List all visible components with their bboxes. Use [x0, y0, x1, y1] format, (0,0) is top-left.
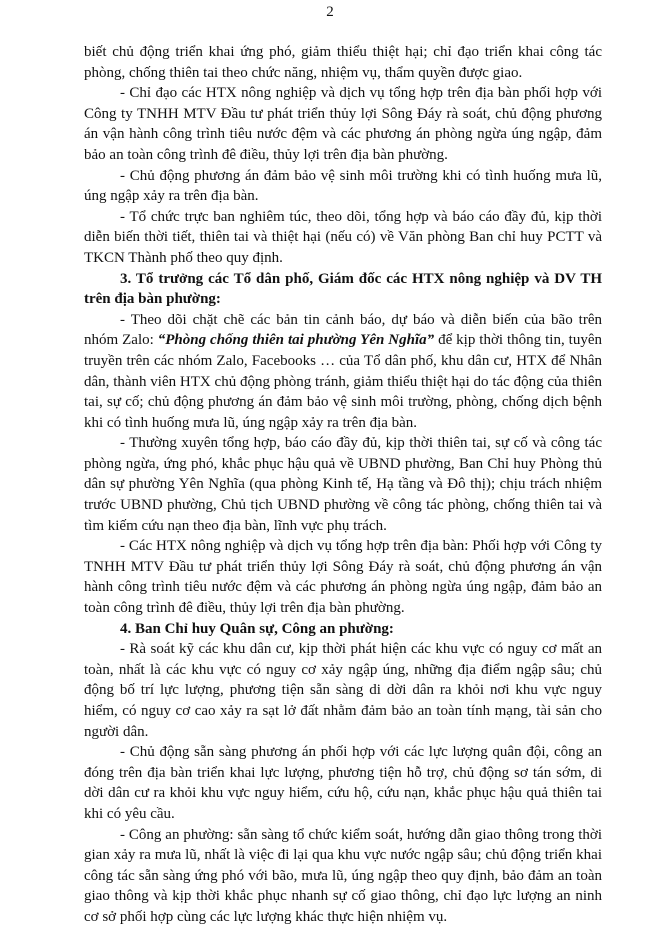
paragraph-3: - Chủ động phương án đảm bảo vệ sinh môi trường khi có tình huống mưa lũ, úng ngập xảy ra trên địa bàn.	[84, 167, 602, 205]
paragraph-10: - Rà soát kỹ các khu dân cư, kịp thời phát hiện các khu vực có nguy cơ mất an toàn, nhất là các khu vực có nguy cơ xảy ngập úng, những địa điểm ngập sâu; chủ động bố trí lực lượng, phương tiện sẵn sàng di dời dân ra khỏi nơi khu vực nguy hiểm, có nguy cơ cao xảy ra sạt lở đất nhằm đảm bảo an toàn tính mạng, tài sản cho người dân.	[84, 641, 602, 740]
section-heading-3: 3. Tổ trưởng các Tổ dân phố, Giám đốc các HTX nông nghiệp và DV TH trên địa bàn phường:	[84, 270, 602, 308]
page-number: 2	[326, 4, 334, 20]
paragraph-2: - Chỉ đạo các HTX nông nghiệp và dịch vụ tổng hợp trên địa bàn phối hợp với Công ty TNHH MTV Đầu tư phát triển thủy lợi Sông Đáy rà soát, chủ động phương án vận hành công trình tiêu nước đệm và các phương án phòng ngừa úng ngập, đảm bảo an toàn công trình đê điều, thủy lợi trên địa bàn phường.	[84, 85, 602, 163]
paragraph-11: - Chủ động sẵn sàng phương án phối hợp với các lực lượng quân đội, công an đóng trên địa bàn triển khai lực lượng, phương tiện hỗ trợ, chủ động sơ tán sớm, di dời dân cư ra khỏi khu vực nguy hiểm, cứu hộ, cứu nạn, khắc phục hậu quả thiên tai khi có yêu cầu.	[84, 744, 602, 822]
paragraph-12: - Công an phường: sẵn sàng tổ chức kiểm soát, hướng dẫn giao thông trong thời gian xảy ra mưa lũ, nhất là việc đi lại qua khu vực nước ngập sâu; chủ động triển khai công tác sẵn sàng ứng phó với bão, mưa lũ, úng ngập theo quy định, bảo đảm an toàn giao thông và kịp thời khắc phục nhanh sự cố giao thông, chỉ đạo lực lượng an ninh cơ sở phối hợp cùng các lực lượng khác thực hiện nhiệm vụ.	[84, 826, 602, 925]
paragraph-6	[84, 310, 602, 434]
paragraph-8: - Các HTX nông nghiệp và dịch vụ tổng hợp trên địa bàn: Phối hợp với Công ty TNHH MTV Đầu tư phát triển thủy lợi Sông Đáy rà soát, chủ động phương án vận hành công trình tiêu nước đệm và các phương án phòng ngừa úng ngập, đảm bảo an toàn công trình đê điều, thủy lợi trên địa bàn phường.	[84, 538, 602, 617]
section-heading-4: 4. Ban Chỉ huy Quân sự, Công an phường:	[120, 620, 394, 637]
paragraph-6-rest: để kịp thời thông tin, tuyên truyền trên các nhóm Zalo, Facebooks … của Tổ dân phố, khu dân cư, HTX để Nhân dân, thành viên HTX chủ động phòng tránh, giảm thiểu thiệt hại do tác động của thiên tai, sự cố; chủ động phương án đảm bảo vệ sinh môi trường, phòng, chống dịch bệnh khi có tình huống mưa lũ, úng ngập xảy ra trên địa bàn.	[84, 332, 602, 431]
paragraph-7: - Thường xuyên tổng hợp, báo cáo đầy đủ, kịp thời thiên tai, sự cố và công tác phòng ngừa, ứng phó, khắc phục hậu quả về UBND phường, Ban Chỉ huy Phòng thủ dân sự phường Yên Nghĩa (qua phòng Kinh tế, Hạ tầng và Đô thị); chịu trách nhiệm trước UBND phường, Chủ tịch UBND phường về công tác phòng, chống thiên tai và tìm kiếm cứu nạn theo địa bàn, lĩnh vực phụ trách.	[84, 435, 602, 534]
paragraph-1: biết chủ động triển khai ứng phó, giảm thiểu thiệt hại; chỉ đạo triển khai công tác phòng, chống thiên tai theo chức năng, nhiệm vụ, thẩm quyền được giao.	[84, 44, 602, 81]
zalo-group-name: “Phòng chống thiên tai phường Yên Nghĩa”	[157, 332, 435, 349]
paragraph-4: - Tổ chức trực ban nghiêm túc, theo dõi, tổng hợp và báo cáo đầy đủ, kịp thời diễn biến thời tiết, thiên tai và thiệt hại (nếu có) về Văn phòng Ban chỉ huy PCTT và TKCN Thành phố theo quy định.	[84, 208, 602, 266]
paragraph-6-lead: - Theo dõi chặt chẽ các bản tin cảnh báo, dự báo và diễn biến của bão trên nhóm Zalo:	[84, 311, 602, 349]
document-body	[84, 42, 602, 928]
